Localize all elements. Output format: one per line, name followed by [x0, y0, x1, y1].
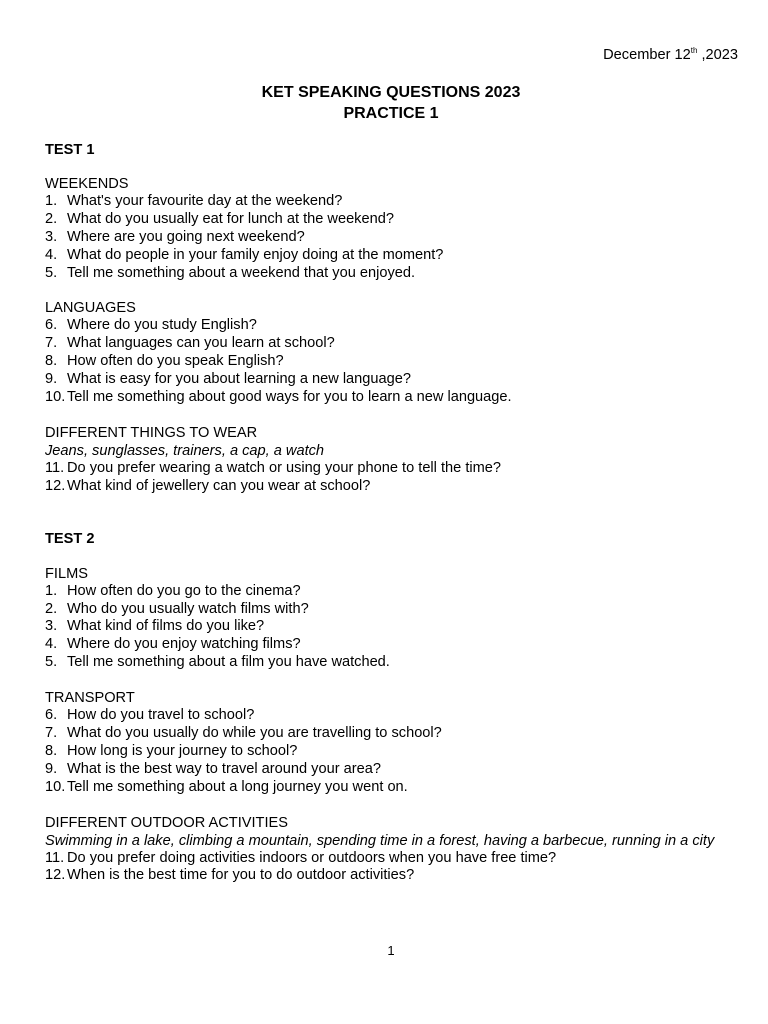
question-number: 8. — [45, 353, 58, 370]
section-title: LANGUAGES — [45, 300, 136, 317]
question-list — [45, 317, 745, 406]
question-text: Tell me something about a weekend that you enjoyed. — [67, 264, 416, 281]
question-text: What is easy for you about learning a new language? — [67, 371, 411, 388]
section-prompt-items: Jeans, sunglasses, trainers, a cap, a watch — [45, 442, 325, 459]
question-list — [45, 850, 745, 886]
question-text: What kind of jewellery can you wear at school? — [67, 477, 371, 494]
question-text: Where do you study English? — [67, 317, 257, 334]
document-title — [0, 82, 768, 124]
question-number: 8. — [45, 742, 58, 759]
question-section — [45, 814, 745, 886]
question-number: 2. — [45, 600, 58, 617]
question-text: What do you usually eat for lunch at the weekend? — [67, 210, 394, 227]
test-block — [45, 529, 745, 886]
question-item — [45, 193, 745, 211]
test-heading: TEST 1 — [45, 142, 95, 158]
question-item — [45, 317, 745, 335]
question-number: 7. — [45, 335, 58, 352]
question-text: How do you travel to school? — [67, 707, 255, 724]
question-number: 7. — [45, 725, 58, 742]
question-text: Where are you going next weekend? — [67, 228, 305, 245]
question-item — [45, 371, 745, 389]
question-number: 10. — [45, 778, 66, 795]
question-number: 1. — [45, 193, 58, 209]
section-title: FILMS — [45, 565, 88, 582]
question-item — [45, 867, 745, 885]
question-section — [45, 175, 745, 282]
document-body — [45, 140, 745, 885]
question-number: 11. — [45, 459, 65, 476]
question-number: 9. — [45, 371, 58, 388]
question-item — [45, 601, 745, 619]
question-number: 4. — [45, 246, 58, 263]
title-line-1: KET SPEAKING QUESTIONS 2023 — [261, 84, 521, 101]
section-title: TRANSPORT — [45, 690, 135, 707]
test-block — [45, 140, 745, 496]
question-item — [45, 636, 745, 654]
question-item — [45, 389, 745, 407]
question-section — [45, 424, 745, 496]
question-item — [45, 478, 745, 496]
question-number: 1. — [45, 582, 58, 599]
question-text: Do you prefer doing activities indoors or outdoors when you have free time? — [67, 849, 557, 866]
question-text: Who do you usually watch films with? — [67, 600, 309, 617]
question-number: 10. — [45, 389, 66, 406]
title-line-2: PRACTICE 1 — [343, 105, 439, 122]
question-item — [45, 707, 745, 725]
question-number: 12. — [45, 477, 66, 494]
question-text: Tell me something about a long journey you went on. — [67, 778, 408, 795]
question-number: 5. — [45, 654, 58, 671]
question-number: 3. — [45, 618, 58, 635]
question-text: What do people in your family enjoy doing at the moment? — [67, 246, 444, 263]
question-number: 2. — [45, 210, 58, 227]
page-number: 1 — [387, 943, 395, 958]
question-number: 3. — [45, 228, 58, 245]
question-text: How often do you speak English? — [67, 353, 284, 370]
question-section — [45, 299, 745, 406]
question-item — [45, 265, 745, 283]
question-text: Tell me something about good ways for you to learn a new language. — [67, 389, 512, 406]
document-date — [603, 45, 738, 65]
question-item — [45, 229, 745, 247]
question-item — [45, 211, 745, 229]
question-text: What languages can you learn at school? — [67, 335, 335, 352]
question-number: 6. — [45, 317, 58, 334]
question-text: Tell me something about a film you have watched. — [67, 654, 390, 671]
question-item — [45, 335, 745, 353]
question-item — [45, 743, 745, 761]
question-item — [45, 583, 745, 601]
question-list — [45, 707, 745, 796]
question-text: What kind of films do you like? — [67, 618, 265, 635]
question-item — [45, 779, 745, 797]
question-text: How often do you go to the cinema? — [67, 582, 301, 599]
question-item — [45, 850, 745, 868]
question-item — [45, 761, 745, 779]
question-number: 6. — [45, 707, 58, 724]
section-title: WEEKENDS — [45, 176, 129, 192]
question-number: 4. — [45, 636, 58, 653]
section-title: DIFFERENT OUTDOOR ACTIVITIES — [45, 814, 288, 831]
section-prompt-items: Swimming in a lake, climbing a mountain, spending time in a forest, having a barbecue, running in a city — [45, 832, 715, 849]
question-section — [45, 689, 745, 796]
question-text: What is the best way to travel around your area? — [67, 760, 381, 777]
date-year: ,2023 — [697, 47, 738, 63]
date-text: December 12 — [603, 47, 691, 63]
question-number: 11. — [45, 849, 65, 866]
question-text: What do you usually do while you are travelling to school? — [67, 725, 442, 742]
question-number: 5. — [45, 264, 58, 281]
question-text: When is the best time for you to do outdoor activities? — [67, 867, 415, 884]
question-item — [45, 654, 745, 672]
test-heading: TEST 2 — [45, 530, 95, 547]
question-text: What's your favourite day at the weekend? — [67, 193, 343, 209]
question-text: Where do you enjoy watching films? — [67, 636, 301, 653]
question-section — [45, 565, 745, 672]
question-text: Do you prefer wearing a watch or using your phone to tell the time? — [67, 459, 502, 476]
question-list — [45, 193, 745, 282]
question-item — [45, 247, 745, 265]
question-item — [45, 460, 745, 478]
question-item — [45, 353, 745, 371]
question-number: 9. — [45, 760, 58, 777]
question-text: How long is your journey to school? — [67, 742, 298, 759]
question-list — [45, 460, 745, 496]
question-item — [45, 618, 745, 636]
question-number: 12. — [45, 867, 66, 884]
section-title: DIFFERENT THINGS TO WEAR — [45, 424, 258, 441]
question-item — [45, 725, 745, 743]
date-superscript: th — [690, 46, 698, 55]
question-list — [45, 583, 745, 672]
